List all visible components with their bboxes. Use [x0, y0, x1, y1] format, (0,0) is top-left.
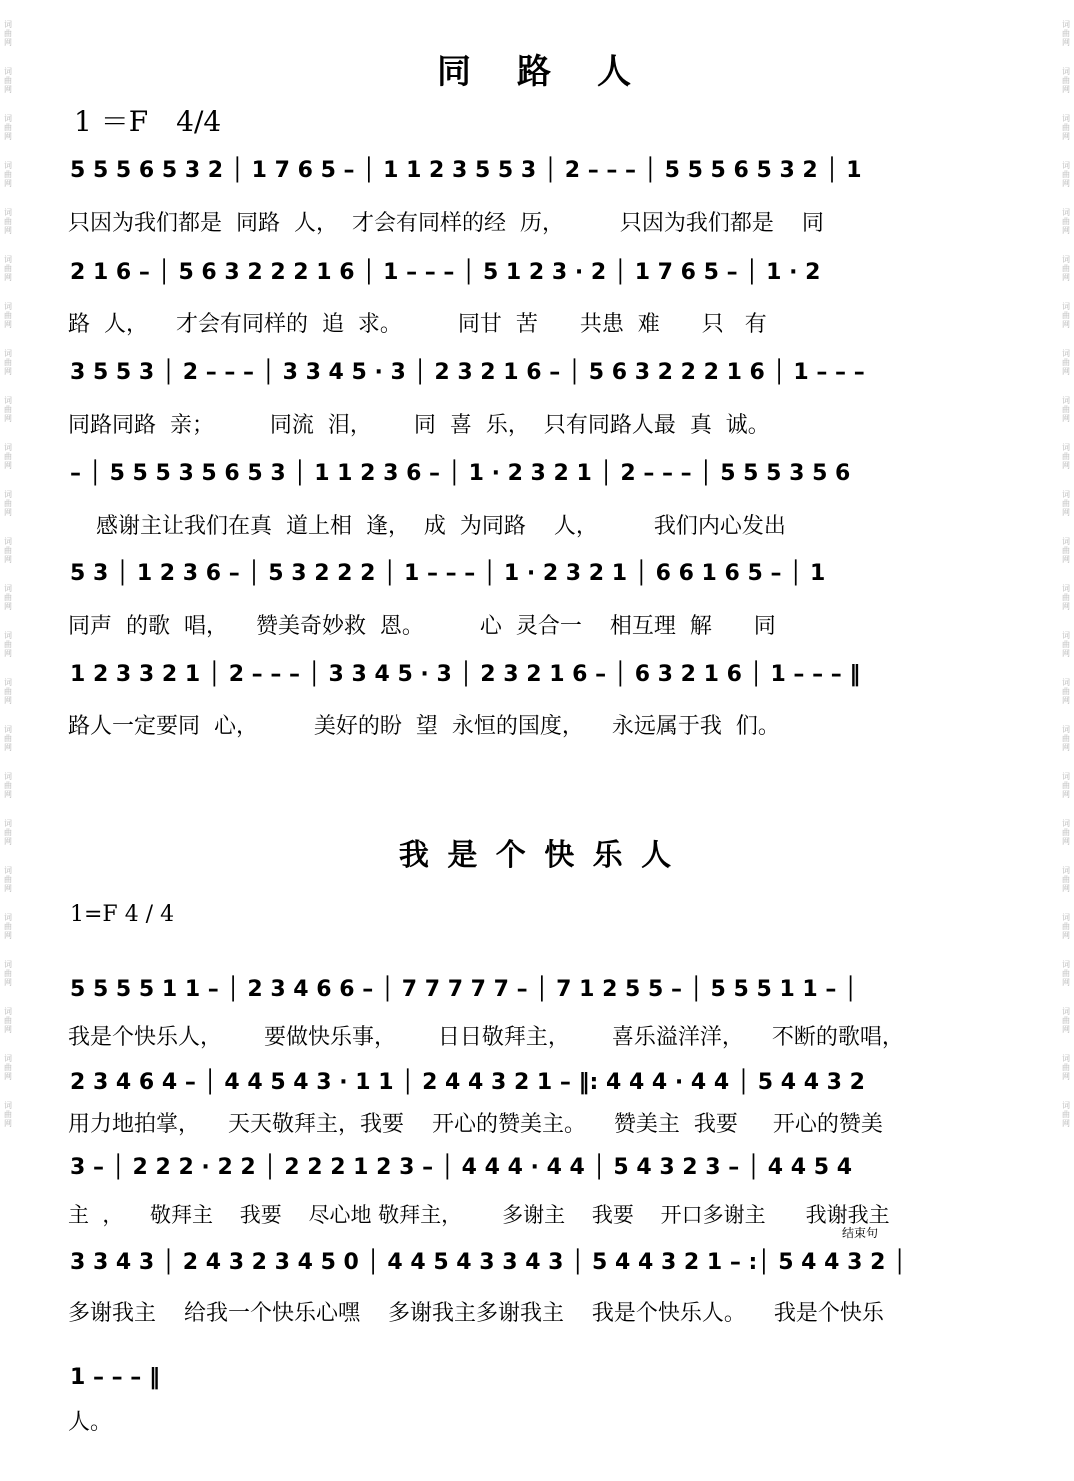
watermark-mark: 词 曲 网	[1062, 960, 1070, 987]
song1-lyrics-row-3: 同路同路 亲； 同流 泪， 同 喜 乐， 只有同路人最 真 诚。	[68, 413, 770, 438]
watermark-mark: 词 曲 网	[1062, 1101, 1070, 1128]
watermark-mark: 词 曲 网	[1062, 678, 1070, 705]
watermark-mark: 词 曲 网	[1062, 913, 1070, 940]
watermark-mark: 词 曲 网	[4, 255, 12, 282]
watermark-mark: 词 曲 网	[1062, 67, 1070, 94]
watermark-mark: 词 曲 网	[1062, 396, 1070, 423]
watermark-mark: 词 曲 网	[1062, 208, 1070, 235]
watermark-mark: 词 曲 网	[1062, 537, 1070, 564]
song1-key: 1 ＝F 4/4	[74, 105, 222, 138]
song2-key: 1=F 4 / 4	[70, 902, 175, 927]
song1-title: 同 路 人	[437, 52, 637, 92]
watermark-mark: 词 曲 网	[4, 678, 12, 705]
song2-notes-row-2: 2 3 4 6 4 – │ 4 4 5 4 3 · 1 1 │ 2 4 4 3 2 1 – ‖: 4 4 4 · 4 4 │ 5 4 4 3 2	[70, 1069, 865, 1095]
watermark-mark: 词 曲 网	[4, 349, 12, 376]
watermark-mark: 词 曲 网	[4, 396, 12, 423]
song1-notes-row-5: 5 3 │ 1 2 3 6 – │ 5 3 2 2 2 │ 1 – – – │ 1 · 2 3 2 1 │ 6 6 1 6 5 – │ 1	[70, 560, 826, 586]
song1-lyrics-row-5: 同声 的歌 唱， 赞美奇妙救 恩。 心 灵合一 相互理 解 同	[68, 614, 776, 639]
song1-lyrics-row-6: 路人一定要同 心， 美好的盼 望 永恒的国度， 永远属于我 们。	[68, 714, 780, 739]
watermark-mark: 词 曲 网	[1062, 255, 1070, 282]
watermark-mark: 词 曲 网	[4, 584, 12, 611]
song2-notes-row-4: 3 3 4 3 │ 2 4 3 2 3 4 5 0 │ 4 4 5 4 3 3 4 3 │ 5 4 4 3 2 1 – :│ 5 4 4 3 2 │	[70, 1249, 907, 1275]
watermark-mark: 词 曲 网	[1062, 866, 1070, 893]
song1-lyrics-row-4: 感谢主让我们在真 道上相 逢， 成 为同路 人， 我们内心发出	[68, 514, 786, 539]
song1-lyrics-row-2: 路 人， 才会有同样的 追 求。 同甘 苦 共患 难 只 有	[68, 312, 767, 337]
song2-notes-row-1: 5 5 5 5 1 1 – │ 2 3 4 6 6 – │ 7 7 7 7 7 – │ 7 1 2 5 5 – │ 5 5 5 1 1 – │	[70, 976, 858, 1002]
watermark-mark: 词 曲 网	[4, 866, 12, 893]
watermark-mark: 词 曲 网	[4, 302, 12, 329]
song2-lyrics-row-3: 主 ， 敬拜主 我要 尽心地 敬拜主， 多谢主 我要 开口多谢主 我谢我主	[68, 1203, 890, 1227]
watermark-mark: 词 曲 网	[4, 161, 12, 188]
watermark-mark: 词 曲 网	[4, 1007, 12, 1034]
song1-notes-row-6: 1 2 3 3 2 1 │ 2 – – – │ 3 3 4 5 · 3 │ 2 3 2 1 6 – │ 6 3 2 1 6 │ 1 – – – ‖	[70, 661, 861, 687]
watermark-mark: 词 曲 网	[4, 913, 12, 940]
watermark-mark: 词 曲 网	[4, 725, 12, 752]
song2-lyrics-row-4: 多谢我主 给我一个快乐心嘿 多谢我主多谢我主 我是个快乐人。 我是个快乐	[68, 1301, 884, 1326]
song1-notes-row-1: 5 5 5 6 5 3 2 │ 1 7 6 5 – │ 1 1 2 3 5 5 3 │ 2 – – – │ 5 5 5 6 5 3 2 │ 1	[70, 157, 862, 183]
watermark-mark: 词 曲 网	[1062, 631, 1070, 658]
watermark-mark: 词 曲 网	[4, 490, 12, 517]
song1-notes-row-4: – │ 5 5 5 3 5 6 5 3 │ 1 1 2 3 6 – │ 1 · 2 3 2 1 │ 2 – – – │ 5 5 5 3 5 6	[70, 460, 851, 486]
song2-title: 我 是 个 快 乐 人	[398, 838, 676, 873]
song2-notes-row-3: 3 – │ 2 2 2 · 2 2 │ 2 2 2 1 2 3 – │ 4 4 4 · 4 4 │ 5 4 3 2 3 – │ 4 4 5 4	[70, 1154, 853, 1180]
watermark-mark: 词 曲 网	[1062, 725, 1070, 752]
watermark-mark: 词 曲 网	[4, 67, 12, 94]
watermark-mark: 词 曲 网	[4, 443, 12, 470]
watermark-mark: 词 曲 网	[4, 631, 12, 658]
watermark-mark: 词 曲 网	[4, 1054, 12, 1081]
watermark-mark: 词 曲 网	[1062, 819, 1070, 846]
watermark-mark: 词 曲 网	[1062, 1007, 1070, 1034]
watermark-mark: 词 曲 网	[4, 114, 12, 141]
watermark-mark: 词 曲 网	[4, 208, 12, 235]
song2-lyrics-row-5: 人。	[68, 1410, 113, 1435]
song2-notes-row-5: 1 – – – ‖	[70, 1364, 160, 1390]
song2-lyrics-row-1: 我是个快乐人， 要做快乐事， 日日敬拜主， 喜乐溢洋洋， 不断的歌唱，	[68, 1025, 904, 1050]
song1-notes-row-3: 3 5 5 3 │ 2 – – – │ 3 3 4 5 · 3 │ 2 3 2 1 6 – │ 5 6 3 2 2 2 1 6 │ 1 – – –	[70, 359, 865, 385]
watermark-mark: 词 曲 网	[1062, 1054, 1070, 1081]
watermark-mark: 词 曲 网	[4, 960, 12, 987]
watermark-mark: 词 曲 网	[1062, 772, 1070, 799]
watermark-mark: 词 曲 网	[4, 537, 12, 564]
song1-notes-row-2: 2 1 6 – │ 5 6 3 2 2 2 1 6 │ 1 – – – │ 5 1 2 3 · 2 │ 1 7 6 5 – │ 1 · 2	[70, 259, 821, 285]
watermark-mark: 词 曲 网	[4, 819, 12, 846]
watermark-mark: 词 曲 网	[1062, 349, 1070, 376]
watermark-mark: 词 曲 网	[1062, 161, 1070, 188]
watermark-mark: 词 曲 网	[1062, 302, 1070, 329]
left-watermark-strip	[0, 0, 16, 1481]
end-phrase-label: 结束句	[842, 1226, 879, 1240]
watermark-mark: 词 曲 网	[4, 20, 12, 47]
song2-lyrics-row-2: 用力地拍掌， 天天敬拜主，我要 开心的赞美主。 赞美主 我要 开心的赞美	[68, 1112, 883, 1137]
right-watermark-strip	[1058, 0, 1074, 1481]
watermark-mark: 词 曲 网	[1062, 443, 1070, 470]
watermark-mark: 词 曲 网	[4, 1101, 12, 1128]
watermark-mark: 词 曲 网	[1062, 20, 1070, 47]
watermark-mark: 词 曲 网	[1062, 584, 1070, 611]
watermark-mark: 词 曲 网	[1062, 490, 1070, 517]
watermark-mark: 词 曲 网	[1062, 114, 1070, 141]
song1-lyrics-row-1: 只因为我们都是 同路 人， 才会有同样的经 历， 只因为我们都是 同	[68, 211, 824, 236]
watermark-mark: 词 曲 网	[4, 772, 12, 799]
